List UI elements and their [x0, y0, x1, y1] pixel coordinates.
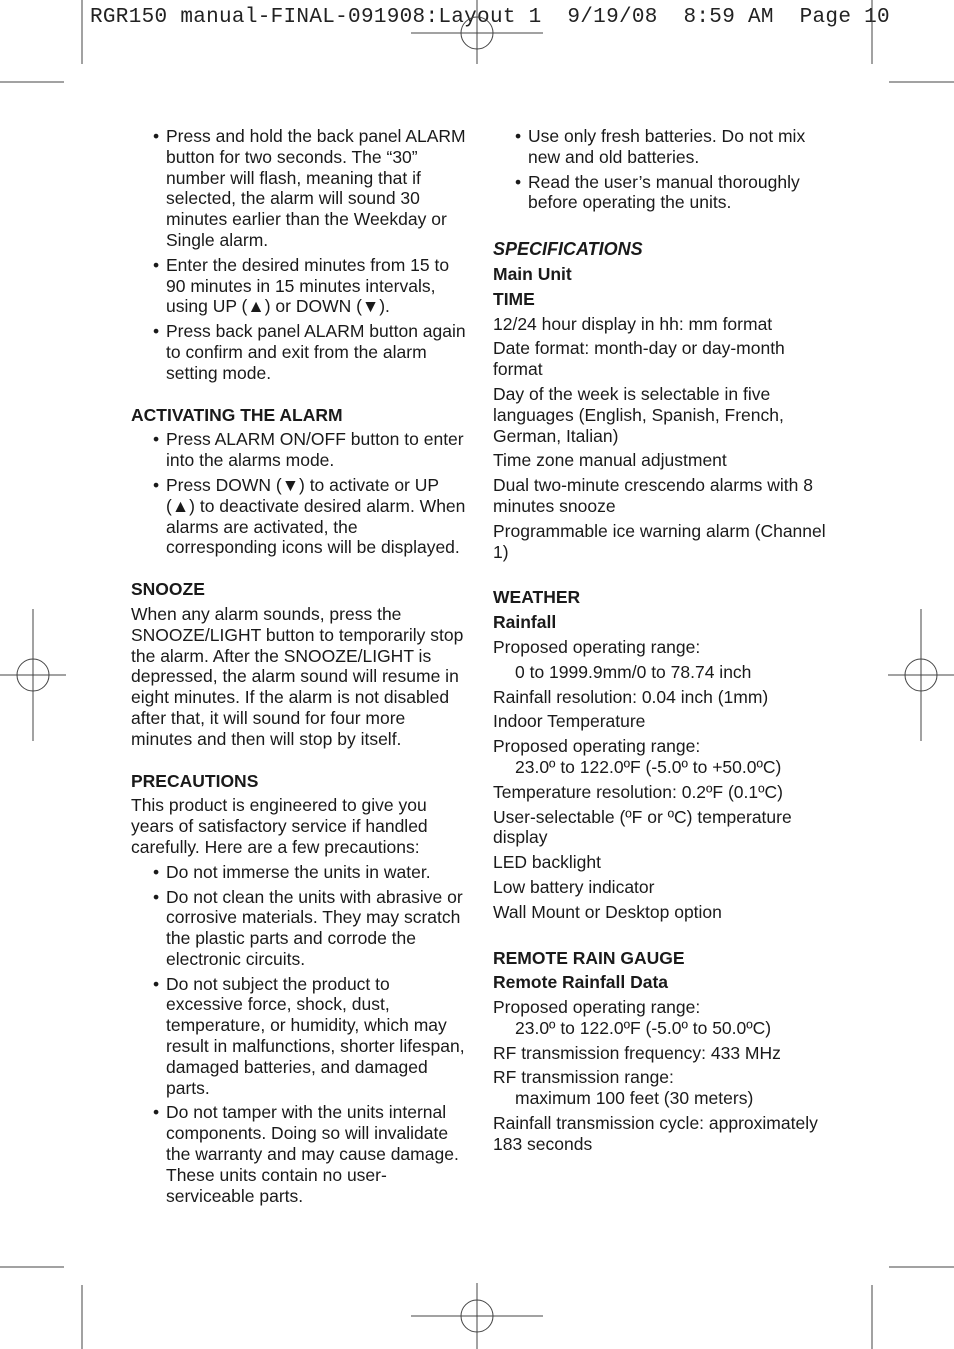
main-unit-heading: Main Unit — [493, 263, 572, 284]
list-item: • Press back panel ALARM button again to confirm and exit from the alarm setting mode. — [153, 321, 466, 383]
spec-line: LED backlight — [493, 852, 601, 873]
list-item: • Do not clean the units with abrasive or corrosive materials. They may scratch the plastic parts and corrode the electronic circuits. — [153, 886, 463, 969]
spec-line: Wall Mount or Desktop option — [493, 901, 722, 922]
list-item: • Read the user’s manual thoroughly before operating the units. — [515, 171, 800, 213]
spec-line — [493, 997, 833, 1039]
spec-line: Day of the week is selectable in five languages (English, Spanish, French, German, Italian) — [493, 383, 784, 446]
section-heading-snooze: SNOOZE — [131, 579, 205, 600]
bullet-text: Press ALARM ON/OFF button to enter into the alarms mode. — [166, 429, 464, 471]
spec-line: Low battery indicator — [493, 876, 655, 897]
bullet-text: Enter the desired minutes from 15 to 90 minutes in 15 minutes intervals, using UP (▲) or DOWN (▼). — [166, 254, 450, 317]
remote-heading: REMOTE RAIN GAUGE — [493, 947, 685, 968]
right-column — [493, 126, 833, 1159]
spec-line: Date format: month-day or day-month format — [493, 338, 785, 380]
registration-mark-bottom — [411, 1283, 543, 1349]
spec-line: Temperature resolution: 0.2ºF (0.1ºC) — [493, 781, 783, 802]
spec-line: Time zone manual adjustment — [493, 450, 727, 471]
bullet-text: Press back panel ALARM button again to confirm and exit from the alarm setting mode. — [166, 321, 466, 383]
print-slug: RGR150 manual-FINAL-091908:Layout 1 9/19/08 8:59 AM Page 10 — [90, 6, 890, 29]
range-value: 23.0º to 122.0ºF (-5.0º to 50.0ºC) — [515, 1017, 772, 1038]
spec-line — [493, 736, 833, 778]
weather-heading: WEATHER — [493, 587, 581, 608]
precautions-paragraph: This product is engineered to give you years of satisfactory service if handled carefully. Here are a few precautions: — [131, 795, 428, 857]
list-item: • Do not subject the product to excessive force, shock, dust, temperature, or humidity, which may result in malfunctions, shorter lifespan, damaged batteries, and damaged parts. — [153, 973, 465, 1098]
bullet-text: Do not clean the units with abrasive or corrosive materials. They may scratch the plastic parts and corrode the electronic circuits. — [166, 886, 463, 969]
remote-rainfall-heading: Remote Rainfall Data — [493, 972, 669, 993]
list-item: • Use only fresh batteries. Do not mix new and old batteries. — [515, 126, 806, 167]
spec-line — [493, 1067, 833, 1109]
range-value: 23.0º to 122.0ºF (-5.0º to +50.0ºC) — [515, 756, 782, 777]
spec-line: RF transmission frequency: 433 MHz — [493, 1042, 781, 1063]
spec-line: Rainfall resolution: 0.04 inch (1mm) — [493, 686, 769, 707]
list-item: • Do not tamper with the units internal components. Doing so will invalidate the warranty and may cause damage. These units contain no user-serviceable parts. — [153, 1102, 459, 1206]
registration-mark-top — [411, 0, 543, 64]
range-value: maximum 100 feet (30 meters) — [515, 1088, 754, 1109]
list-item: • Press DOWN (▼) to activate or UP (▲) to deactivate desired alarm. When alarms are activated, the corresponding icons will be displayed. — [153, 474, 466, 558]
rainfall-heading: Rainfall — [493, 612, 557, 633]
registration-mark-right — [888, 609, 954, 741]
bullet-text: Read the user’s manual thoroughly before operating the units. — [528, 171, 800, 213]
section-heading-precautions: PRECAUTIONS — [131, 770, 259, 791]
range-value: 0 to 1999.9mm/0 to 78.74 inch — [515, 661, 752, 682]
specifications-heading: SPECIFICATIONS — [493, 239, 643, 260]
spec-line: Rainfall transmission cycle: approximately 183 seconds — [493, 1113, 818, 1154]
spec-line: Programmable ice warning alarm (Channel 1) — [493, 520, 826, 562]
range-label: Proposed operating range: — [493, 997, 701, 1018]
spec-line — [493, 637, 833, 658]
list-item: • Enter the desired minutes from 15 to 90 minutes in 15 minutes intervals, using UP (▲) or DOWN (▼). — [153, 254, 450, 317]
time-heading: TIME — [493, 288, 535, 309]
spec-line — [493, 662, 833, 683]
section-heading-activating: ACTIVATING THE ALARM — [131, 404, 343, 425]
registration-mark-left — [0, 609, 66, 741]
bullet-text: Press DOWN (▼) to activate or UP (▲) to deactivate desired alarm. When alarms are activated, the corresponding icons will be displayed. — [166, 474, 466, 558]
spec-line: Indoor Temperature — [493, 711, 646, 732]
spec-line: User-selectable (ºF or ºC) temperature display — [493, 806, 792, 848]
spec-line: Dual two-minute crescendo alarms with 8 minutes snooze — [493, 475, 813, 516]
bullet-text: Do not immerse the units in water. — [166, 861, 431, 882]
bullet-text: Do not tamper with the units internal components. Doing so will invalidate the warranty and may cause damage. These units contain no user-serviceable parts. — [166, 1102, 459, 1206]
range-label: Proposed operating range: — [493, 736, 701, 757]
snooze-paragraph: When any alarm sounds, press the SNOOZE/LIGHT button to temporarily stop the alarm. After the SNOOZE/LIGHT is depressed, the alarm sound will resume in eight minutes. If the alarm is not disabled after that, it will sound for four more minutes and then will stop by itself. — [131, 603, 464, 749]
list-item: • Do not immerse the units in water. — [153, 861, 431, 882]
list-item: • Press ALARM ON/OFF button to enter into the alarms mode. — [153, 429, 464, 471]
range-label: Proposed operating range: — [493, 636, 701, 657]
range-label: RF transmission range: — [493, 1067, 674, 1088]
spec-line: 12/24 hour display in hh: mm format — [493, 313, 773, 334]
bullet-text: Use only fresh batteries. Do not mix new and old batteries. — [528, 126, 806, 167]
left-column — [131, 126, 466, 1210]
bullet-text: Press and hold the back panel ALARM button for two seconds. The “30” number will flash, meaning that if selected, the alarm will sound 30 minutes earlier than the Weekday or Single alarm. — [166, 126, 466, 250]
bullet-text: Do not subject the product to excessive force, shock, dust, temperature, or humidity, which may result in malfunctions, shorter lifespan, damaged batteries, and damaged parts. — [166, 973, 465, 1098]
list-item: • Press and hold the back panel ALARM button for two seconds. The “30” number will flash, meaning that if selected, the alarm will sound 30 minutes earlier than the Weekday or Single alarm. — [153, 126, 466, 250]
